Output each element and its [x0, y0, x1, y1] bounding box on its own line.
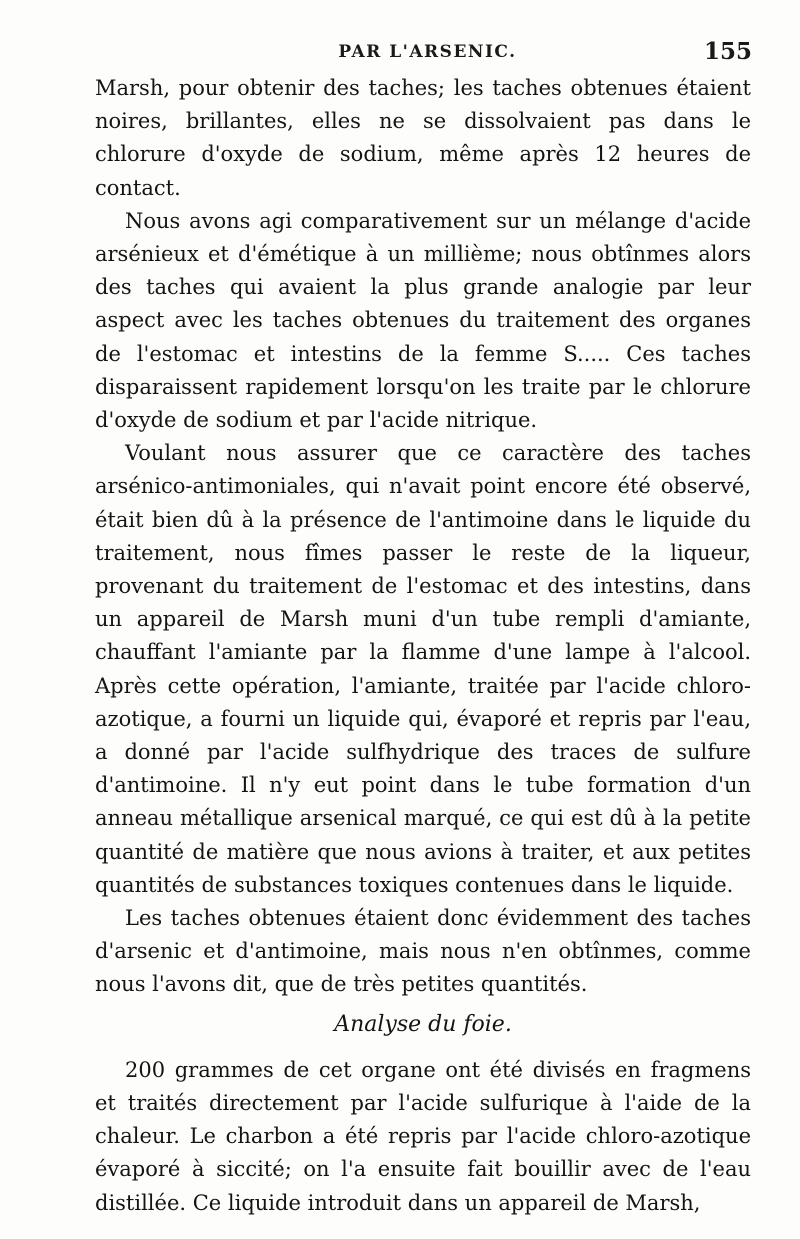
paragraph-continuation: Marsh, pour obtenir des taches; les taches obtenues étaient noires, brillantes, elles ne se dissolvaient pas dans le chlorure d'oxyde de sodium, même après 12 heures de contact.: [95, 76, 751, 200]
page-number: 155: [703, 38, 752, 65]
section-heading: Analyse du foie.: [334, 1011, 512, 1037]
running-title: PAR L'ARSENIC.: [338, 42, 517, 62]
running-head: [95, 38, 760, 68]
paragraph-comparison: Nous avons agi comparativement sur un mélange d'acide arsénieux et d'émétique à un millième; nous obtînmes alors des taches qui avaient la plus grande analogie par leur aspect avec les taches obtenues du traitement des organes de l'estomac et intestins de la femme S..... Ces taches disparaissent rapidement lorsqu'on les traite par le chlorure d'oxyde de sodium et par l'acide nitrique.: [95, 208, 751, 433]
paragraph-conclusion: Les taches obtenues étaient donc évidemment des taches d'arsenic et d'antimoine, mais nous n'en obtînmes, comme nous l'avons dit, que de très petites quantités.: [95, 906, 751, 997]
paragraph-antimony-test: Voulant nous assurer que ce caractère des taches arsénico-antimoniales, qui n'avait point encore été observé, était bien dû à la présence de l'antimoine dans le liquide du traitement, nous fîmes passer le reste de la liqueur, provenant du traitement de l'estomac et des intestins, dans un appareil de Marsh muni d'un tube rempli d'amiante, chauffant l'amiante par la flamme d'une lampe à l'alcool. Après cette opération, l'amiante, traitée par l'acide chloro-azotique, a fourni un liquide qui, évaporé et repris par l'eau, a donné par l'acide sulfhydrique des traces de sulfure d'antimoine. Il n'y eut point dans le tube formation d'un anneau métallique arsenical marqué, ce qui est dû à la petite quantité de matière que nous avions à traiter, et aux petites quantités de substances toxiques contenues dans le liquide.: [95, 441, 751, 897]
text-block: [95, 72, 751, 1220]
paragraph-liver-analysis: 200 grammes de cet organe ont été divisés en fragmens et traités directement par l'acide sulfurique à l'aide de la chaleur. Le charbon a été repris par l'acide chloro-azotique évaporé à siccité; on l'a ensuite fait bouillir avec de l'eau distillée. Ce liquide introduit dans un appareil de Marsh,: [95, 1057, 751, 1215]
